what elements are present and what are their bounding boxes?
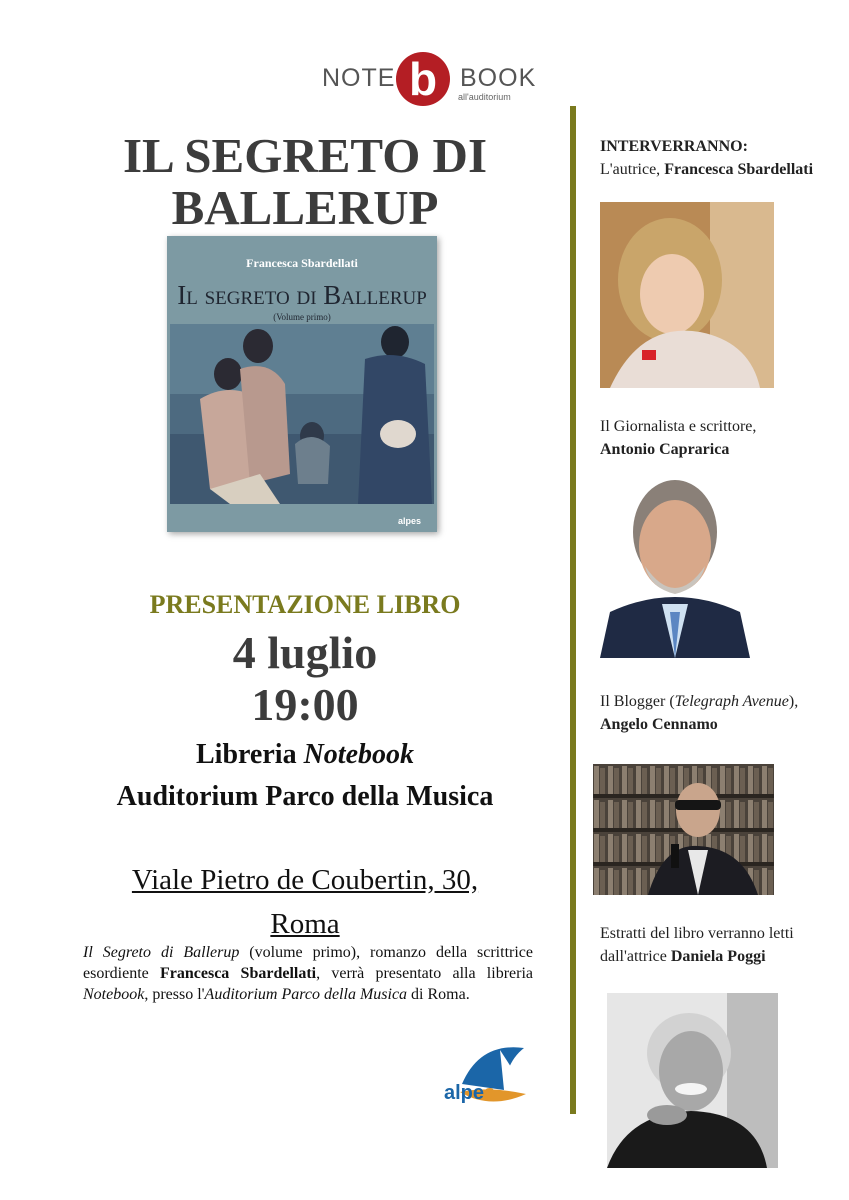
speaker-2-photo	[600, 462, 750, 658]
logo-book-text: BOOK	[460, 64, 537, 92]
speaker-4-photo	[607, 993, 778, 1168]
presentation-heading: PRESENTAZIONE LIBRO	[149, 590, 461, 619]
speaker-3-photo	[593, 764, 774, 895]
speaker-1-name: Francesca Sbardellati	[664, 161, 814, 178]
speaker-4-role: Estratti del libro verranno letti dall'attrice	[600, 925, 794, 965]
speaker-4-text	[600, 922, 815, 968]
book-title: IL SEGRETO DI BALLERUP	[122, 128, 488, 235]
desc-text-2: , verrà presentato alla libreria	[316, 965, 534, 982]
speaker-3-role-b: ),	[788, 693, 799, 710]
event-venue	[80, 734, 530, 818]
venue-auditorium: Auditorium Parco della Musica	[116, 781, 494, 812]
desc-text-1: (volume primo), romanzo della scrittrice esordiente	[83, 944, 533, 982]
speaker-1-role: L'autrice,	[600, 161, 665, 178]
event-description	[83, 942, 533, 1005]
desc-author: Francesca Sbardellati	[160, 965, 317, 982]
book-cover	[167, 236, 437, 532]
desc-place: Auditorium Parco della Musica	[204, 986, 408, 1003]
desc-store: Notebook	[83, 986, 145, 1003]
cover-author: Francesca Sbardellati	[246, 256, 358, 270]
speaker-2-role: Il Giornalista e scrittore,	[600, 418, 757, 435]
speaker-3-role-italic: Telegraph Avenue	[674, 693, 789, 710]
alpes-logo	[440, 1040, 530, 1110]
alpes-word-part2: s	[484, 1082, 496, 1104]
logo-b-mark	[396, 52, 450, 106]
logo-note-text: NOTE	[322, 64, 396, 92]
event-address	[80, 858, 530, 946]
venue-prefix: Libreria	[195, 739, 304, 770]
logo-subtitle: all'auditorium	[458, 92, 511, 102]
speaker-4-name: Daniela Poggi	[670, 948, 766, 965]
speaker-1-photo	[600, 202, 774, 388]
cover-title: Il segreto di Ballerup	[177, 280, 427, 310]
speaker-1-text	[600, 135, 815, 181]
alpes-wordmark	[444, 1082, 495, 1105]
desc-book-title: Il Segreto di Ballerup	[83, 944, 240, 961]
cover-painting	[170, 324, 434, 504]
address-city: Roma	[270, 908, 340, 940]
event-date: 4 luglio	[232, 627, 378, 678]
venue-store: Notebook	[303, 739, 415, 770]
event-time: 19:00	[251, 679, 359, 730]
address-street: Viale Pietro de Coubertin, 30,	[131, 864, 479, 896]
speaker-2-name: Antonio Caprarica	[600, 441, 730, 458]
notebook-logo	[320, 50, 540, 110]
column-divider	[570, 106, 576, 1114]
speaker-3-text	[600, 690, 815, 736]
desc-text-3: , presso l'	[144, 986, 205, 1003]
speakers-heading: INTERVERRANNO:	[600, 138, 748, 155]
speaker-3-role-a: Il Blogger (	[600, 693, 675, 710]
desc-text-4: di Roma.	[407, 986, 470, 1003]
alpes-word-part1: alpe	[444, 1082, 485, 1104]
speaker-3-name: Angelo Cennamo	[600, 716, 718, 733]
cover-volume: (Volume primo)	[273, 312, 331, 322]
speaker-2-text	[600, 415, 815, 461]
logo-mark-letter: b	[408, 53, 438, 105]
cover-publisher: alpes	[397, 516, 421, 526]
